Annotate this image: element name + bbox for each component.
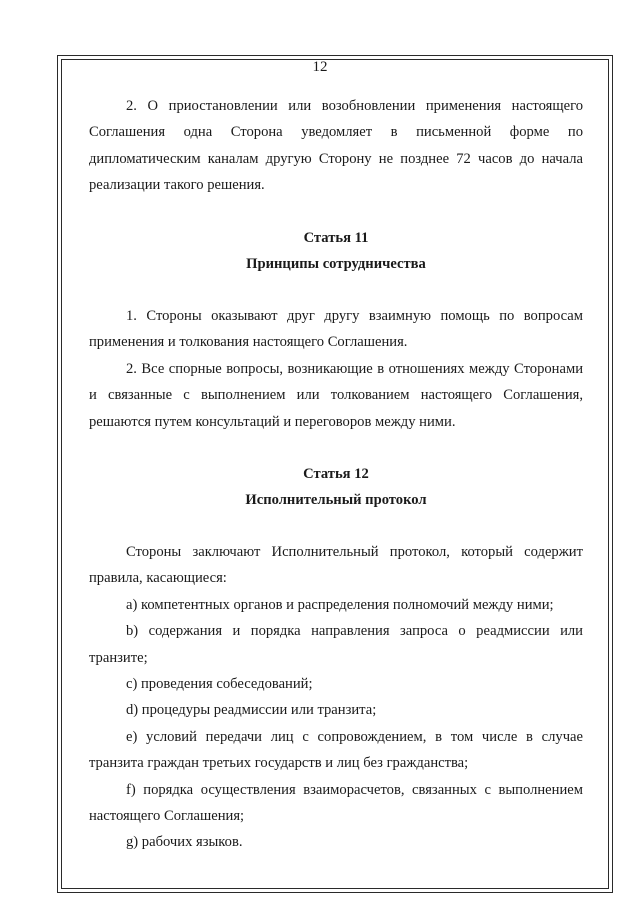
list-item: g) рабочих языков. xyxy=(126,834,243,851)
list-item: c) проведения собеседований; xyxy=(126,676,313,693)
paragraph: 2. О приостановлении или возобновлении применения настоящего Соглашения одна Сторона уведомляет в письменной форме по дипломатическим каналам другую Сторону не позднее 72 часов до начала реализации такого решения. xyxy=(89,98,583,194)
article-12-number: Статья 12 xyxy=(303,466,369,482)
list-item: f) порядка осуществления взаиморасчетов, связанных с выполнением настоящего Соглашения; xyxy=(89,781,583,825)
paragraph: 1. Стороны оказывают друг другу взаимную помощь по вопросам применения и толкования настоящего Соглашения. xyxy=(89,308,583,351)
page-number: 12 xyxy=(312,59,328,75)
article-12-body xyxy=(89,539,583,856)
list-item: d) процедуры реадмиссии или транзита; xyxy=(126,702,377,719)
paragraph: Стороны заключают Исполнительный протокол, который содержит правила, касающиеся: xyxy=(89,544,583,587)
list-item: b) содержания и порядка направления запроса о реадмиссии или транзите; xyxy=(89,623,583,666)
article-11-title: Принципы сотрудничества xyxy=(246,256,426,272)
article-10-clause-2 xyxy=(89,93,583,199)
list-item: a) компетентных органов и распределения полномочий между ними; xyxy=(126,596,554,613)
list-item: e) условий передачи лиц с сопровождением, в том числе в случае транзита граждан третьих государств и лиц без гражданства; xyxy=(89,728,583,772)
article-12-title: Исполнительный протокол xyxy=(245,492,427,508)
article-11-number: Статья 11 xyxy=(303,230,369,246)
article-11-body xyxy=(89,303,583,435)
paragraph: 2. Все спорные вопросы, возникающие в отношениях между Сторонами и связанные с выполнением или толкованием настоящего Соглашения, решаются путем консультаций и переговоров между ними. xyxy=(89,360,583,430)
